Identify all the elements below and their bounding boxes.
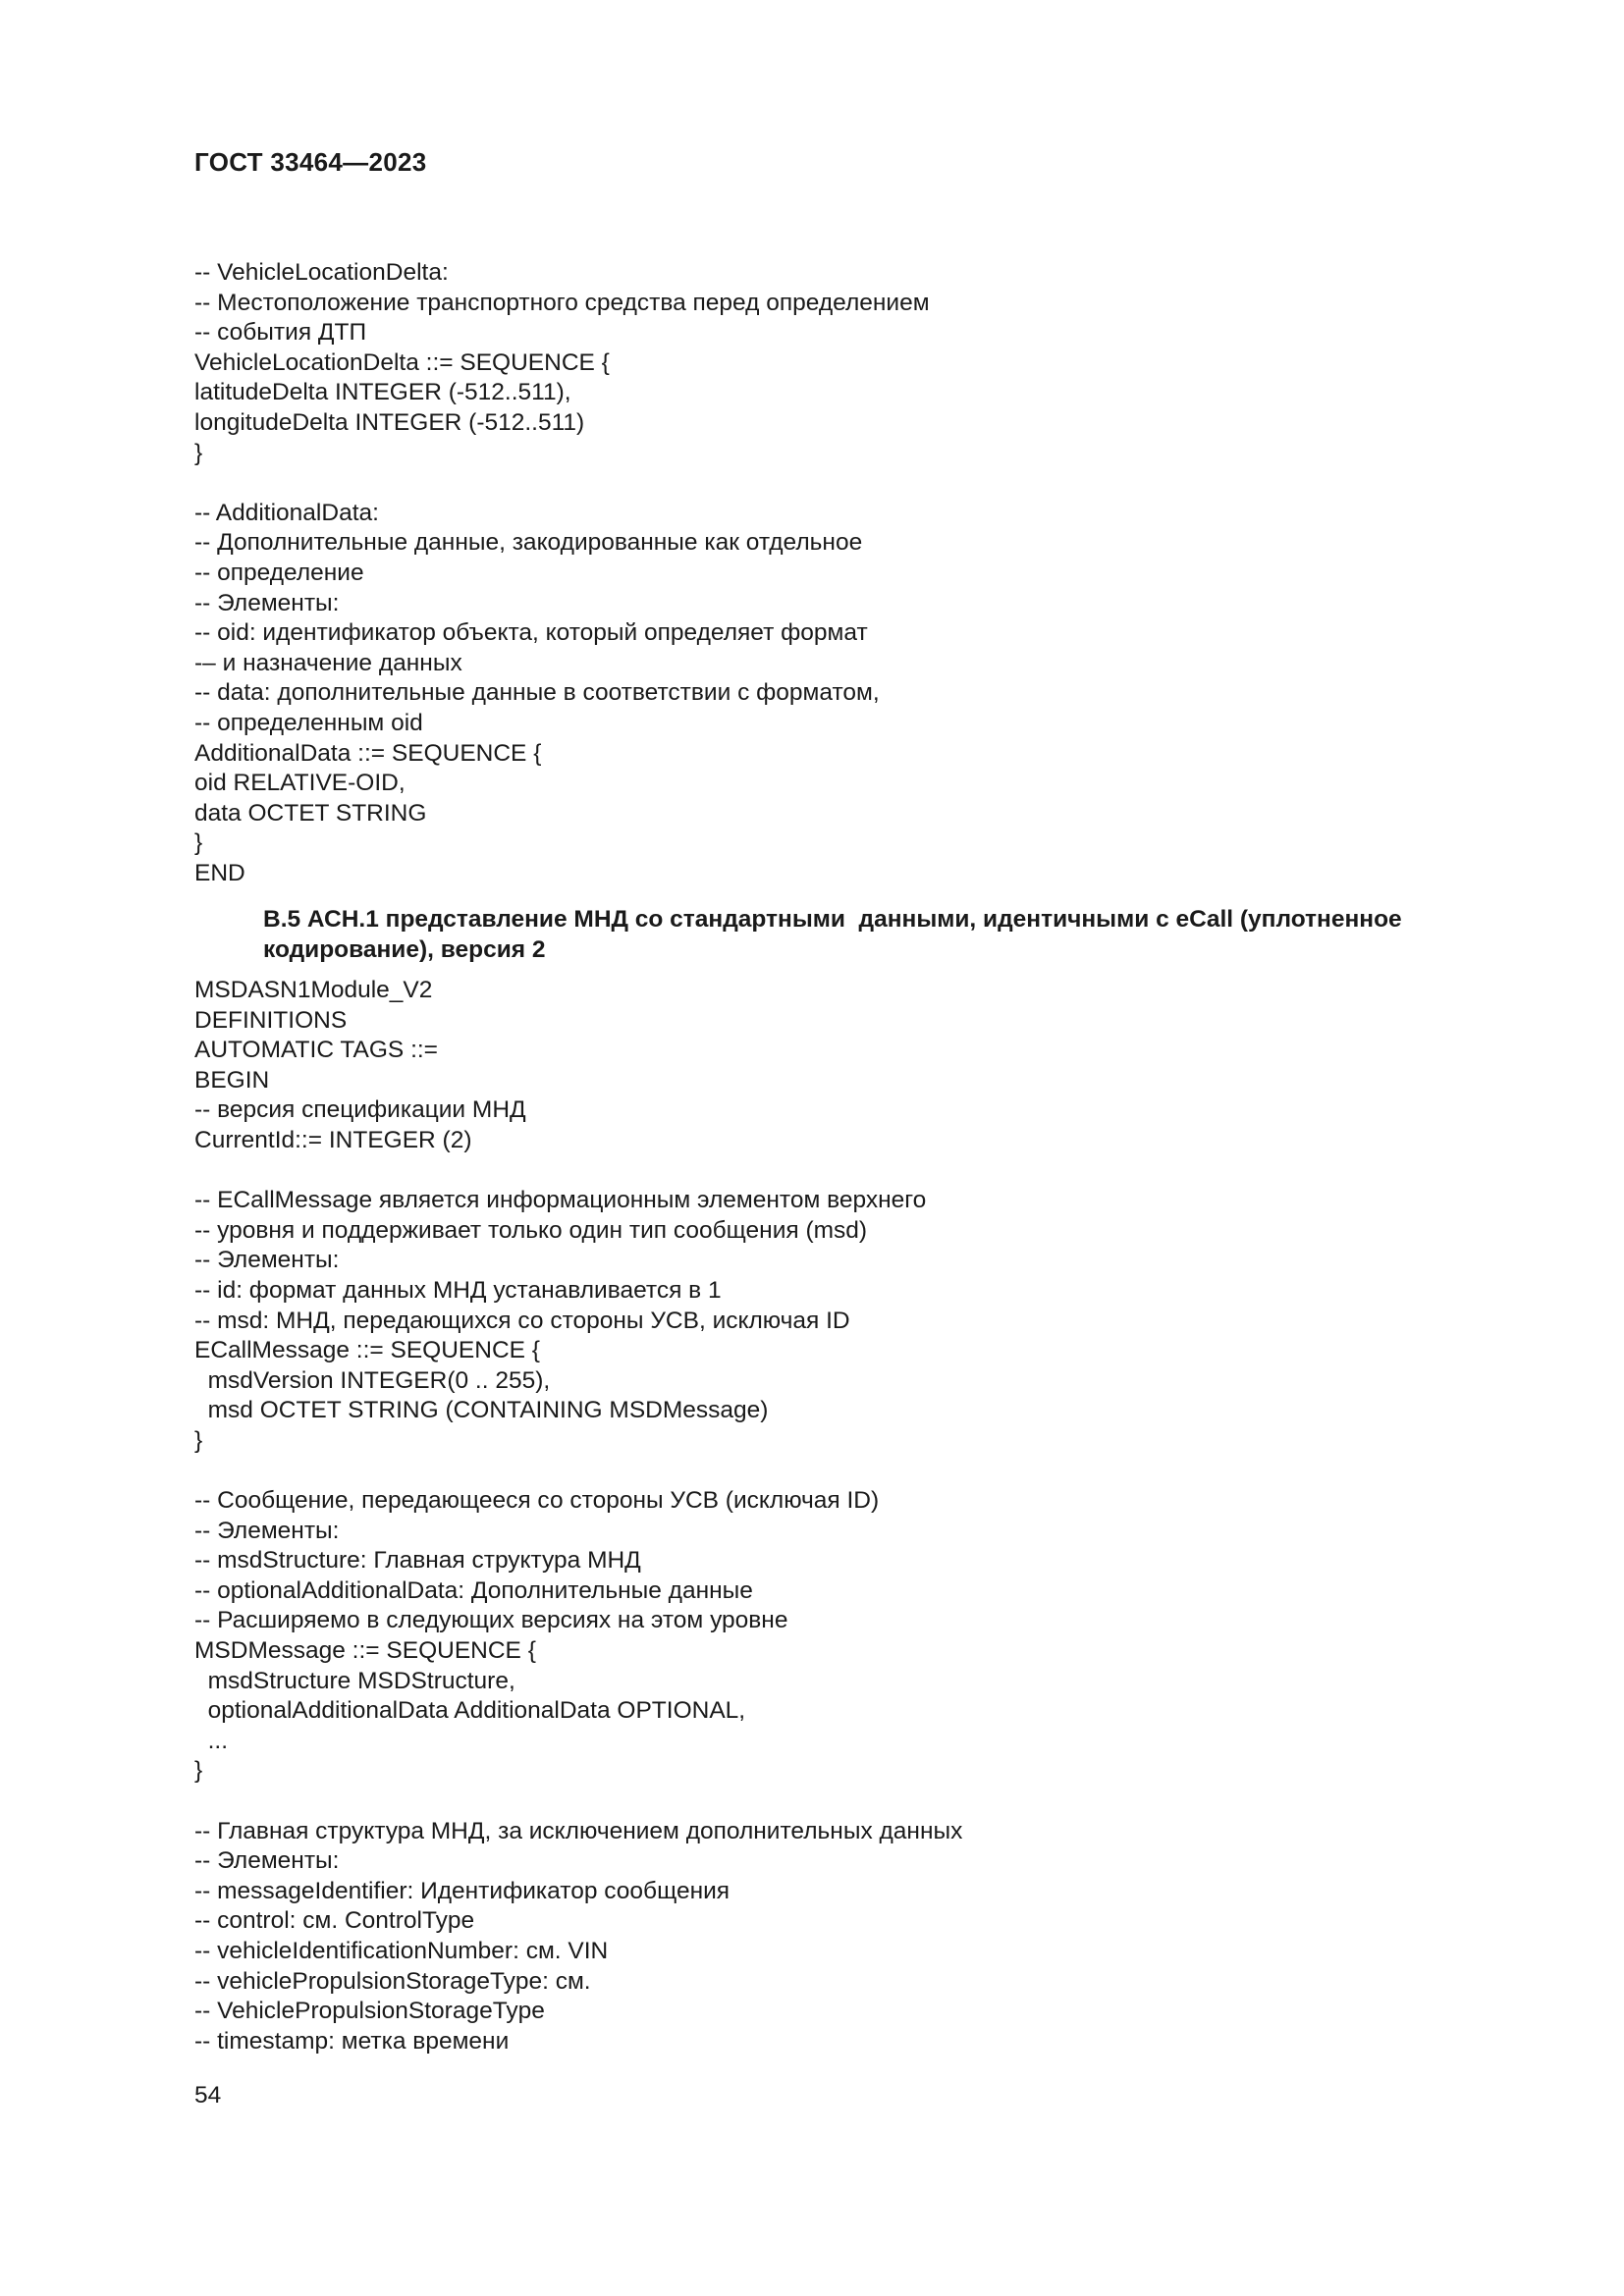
code-line: -- vehicleIdentificationNumber: см. VIN [194, 1938, 609, 1964]
code-line: -- Расширяемо в следующих версиях на этом уровне [194, 1607, 788, 1634]
code-line: -- Дополнительные данные, закодированные как отдельное [194, 529, 863, 557]
code-line: -- Элементы: [194, 1247, 340, 1274]
code-line: DEFINITIONS [194, 1006, 348, 1034]
page-number: 54 [194, 2082, 222, 2109]
code-line: -- определение [194, 559, 364, 586]
code-line: ... [194, 1727, 229, 1754]
code-line: END [194, 859, 245, 886]
code-line: latitudeDelta INTEGER (-512..511), [194, 379, 571, 406]
code-line: -- AdditionalData: [194, 499, 379, 526]
code-line: AdditionalData ::= SEQUENCE { [194, 739, 542, 767]
code-line: msdStructure MSDStructure, [194, 1667, 515, 1694]
code-line: -- id: формат данных МНД устанавливается в 1 [194, 1276, 722, 1304]
code-line [194, 1787, 962, 1817]
code-line: -- определенным oid [194, 709, 423, 736]
code-line: -- data: дополнительные данные в соответствии с форматом, [194, 679, 880, 707]
code-line: -- msdStructure: Главная структура МНД [194, 1547, 641, 1575]
code-line: -- версия спецификации МНД [194, 1096, 526, 1124]
code-line: -- Местоположение транспортного средства перед определением [194, 289, 930, 316]
code-line: -- уровня и поддерживает только один тип сообщения (msd) [194, 1216, 868, 1244]
code-line: } [194, 1757, 203, 1785]
code-line: optionalAdditionalData AdditionalData OPTIONAL, [194, 1697, 746, 1725]
code-line: -- Элементы: [194, 589, 340, 616]
document-header: ГОСТ 33464—2023 [194, 147, 427, 177]
code-line: ECallMessage ::= SEQUENCE { [194, 1337, 540, 1364]
section-heading-line-2: кодирование), версия 2 [263, 935, 546, 963]
code-line: -- timestamp: метка времени [194, 2027, 510, 2055]
code-line [194, 1457, 962, 1487]
code-line: data OCTET STRING [194, 799, 427, 827]
code-line: -- vehiclePropulsionStorageType: см. [194, 1967, 591, 1995]
code-line: -- control: см. ControlType [194, 1907, 475, 1935]
code-line: -- VehiclePropulsionStorageType [194, 1998, 545, 2025]
code-line: } [194, 829, 203, 857]
code-line: VehicleLocationDelta ::= SEQUENCE { [194, 348, 610, 376]
section-heading-line-1: В.5 АСН.1 представление МНД со стандартными данными, идентичными с eCall (уплотненное [263, 906, 1402, 933]
code-line: MSDASN1Module_V2 [194, 977, 433, 1003]
code-line: -– и назначение данных [194, 649, 462, 676]
code-line: CurrentId::= INTEGER (2) [194, 1126, 472, 1153]
code-line: -- msd: МНД, передающихся со стороны УСВ, исключая ID [194, 1307, 850, 1334]
code-line: BEGIN [194, 1066, 270, 1094]
code-line: longitudeDelta INTEGER (-512..511) [194, 408, 585, 436]
code-line [194, 1156, 962, 1187]
code-line: oid RELATIVE-OID, [194, 770, 406, 797]
code-line: } [194, 1426, 203, 1454]
code-line: -- optionalAdditionalData: Дополнительные данные [194, 1576, 753, 1604]
code-line: -- messageIdentifier: Идентификатор сообщения [194, 1877, 731, 1904]
code-line: -- ECallMessage является информационным элементом верхнего [194, 1187, 927, 1214]
code-line: msdVersion INTEGER(0 .. 255), [194, 1366, 551, 1394]
code-line: MSDMessage ::= SEQUENCE { [194, 1637, 536, 1665]
code-line: -- oid: идентификатор объекта, который определяет формат [194, 619, 868, 647]
code-line: msd OCTET STRING (CONTAINING MSDMessage) [194, 1397, 769, 1424]
section-heading-b5 [263, 905, 1481, 965]
asn1-code-block-2 [194, 976, 962, 2056]
code-line: } [194, 439, 203, 466]
code-line: -- VehicleLocationDelta: [194, 259, 449, 286]
code-line: -- Элементы: [194, 1517, 340, 1544]
asn1-code-block-1 [194, 258, 930, 888]
code-line: -- Главная структура МНД, за исключением дополнительных данных [194, 1817, 963, 1844]
code-line: AUTOMATIC TAGS ::= [194, 1037, 438, 1064]
code-line [194, 468, 930, 499]
code-line: -- Сообщение, передающееся со стороны УСВ (исключая ID) [194, 1487, 880, 1515]
code-line: -- Элементы: [194, 1847, 340, 1875]
code-line: -- события ДТП [194, 319, 367, 347]
